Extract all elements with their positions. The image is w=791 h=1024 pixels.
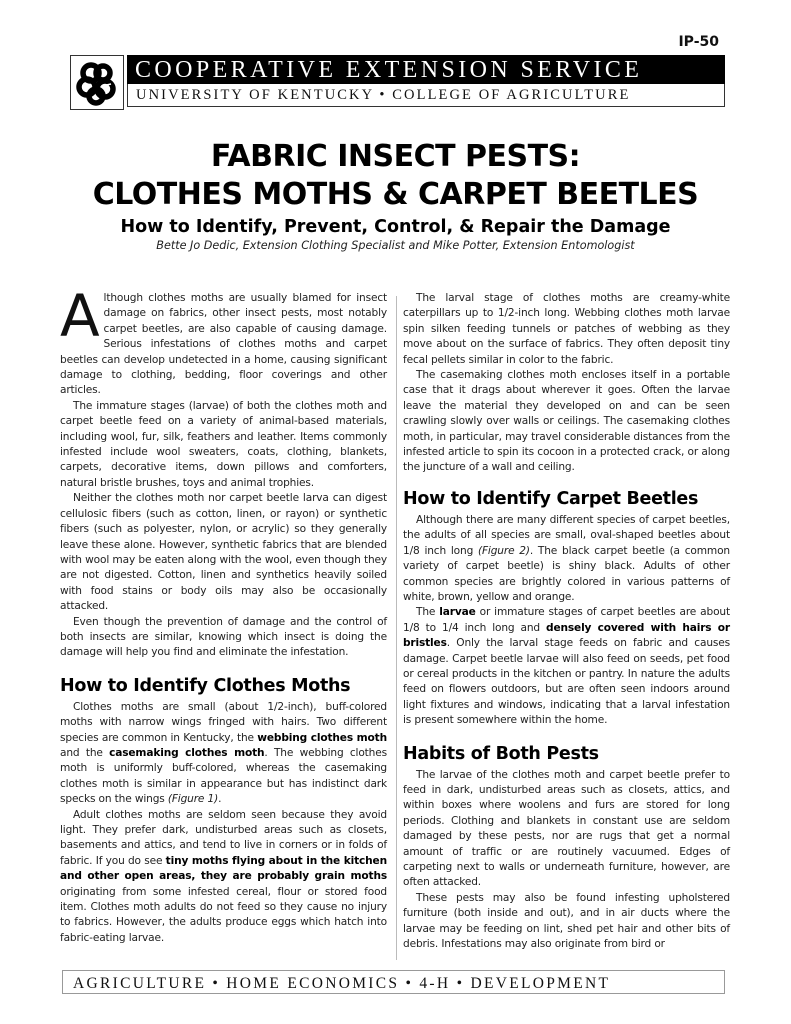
- section-heading-clothes-moths: How to Identify Clothes Moths: [60, 675, 351, 696]
- title-line-1: FABRIC INSECT PESTS:: [210, 139, 581, 174]
- moths-paragraph-1: Clothes moths are small (about 1/2-inch), buff-colored moths with narrow wings fringed with hairs. Two different species are common in Kentucky, the webbing clothes moth and the casemaking clothes moth. The webbing clothes moth is uniformly buff-colored, whereas the casemaking clothes moth is similar in appearance but has indistinct dark specks on the wings (Figure 1).: [60, 700, 387, 806]
- masthead: [70, 55, 725, 110]
- title-block: [0, 138, 791, 254]
- intro-paragraph-3: Neither the clothes moth nor carpet beetle larva can digest cellulosic fibers (such as cotton, linen, or rayon) or synthetic fibers (such as polyester, nylon, or acrylic) so they generally leave these alone. However, synthetic fabrics that are blended with wool may be eaten along with the wool, even though they are not digested. Cotton, linen and synthetics heavily soiled with food stains or body oils may also be occasionally attacked.: [60, 492, 387, 613]
- habits-paragraph-1: The larvae of the clothes moth and carpet beetle prefer to feed in dark, undisturbed areas such as closets, attics, and within boxes where woolens and furs are stored for long periods. Clothing and blankets in constant use are seldom damaged by these pests, nor are rugs that get a normal amount of traffic or are routinely vacuumed. Edges of carpeting next to walls or underneath furniture, however, are often attacked.: [403, 768, 730, 889]
- beetles-paragraph-1: Although there are many different species of carpet beetles, the adults of all species are small, oval-shaped beetles about 1/8 inch long (Figure 2). The black carpet beetle (a common variety of carpet beetle) is shiny black. Adults of other common species are brightly colored in various patterns of white, brown, yellow and orange.: [403, 513, 730, 603]
- column-divider: [396, 296, 397, 960]
- moths-paragraph-3: The larval stage of clothes moths are creamy-white caterpillars up to 1/2-inch long. Webbing clothes moth larvae spin silken feeding tunnels or patches of webbing as they move about on the surface of fabrics. They often deposit tiny fecal pellets similar in color to the fabric.: [403, 292, 730, 366]
- title-line-2: CLOTHES MOTHS & CARPET BEETLES: [92, 177, 699, 212]
- subtitle: How to Identify, Prevent, Control, & Repair the Damage: [120, 217, 671, 237]
- moths-paragraph-2: Adult clothes moths are seldom seen because they avoid light. They prefer dark, undisturbed areas such as closets, basements and attics, and tend to live in corners or in folds of fabric. If you do see tiny moths flying about in the kitchen and other open areas, they are probably grain moths originating from some infested cereal, flour or stored food item. Clothes moth adults do not feed so they cause no injury to fabrics. However, the adults produce eggs which hatch into fabric-eating larvae.: [60, 808, 387, 944]
- organization-name: COOPERATIVE EXTENSION SERVICE: [127, 55, 725, 84]
- intro-paragraph-2: The immature stages (larvae) of both the clothes moth and carpet beetle feed on a variety of animal-based materials, including wool, fur, silk, feathers and leather. Items commonly infested include wool sweaters, coats, clothing, blankets, carpets, decorative items, down pillows and comforters, natural bristle brushes, toys and animal trophies.: [60, 399, 387, 489]
- intro-paragraph-4: Even though the prevention of damage and the control of both insects are similar, knowing which insect is doing the damage will help you find and eliminate the infestation.: [60, 615, 387, 659]
- section-heading-carpet-beetles: How to Identify Carpet Beetles: [403, 488, 699, 509]
- university-name: UNIVERSITY OF KENTUCKY • COLLEGE OF AGRICULTURE: [127, 84, 725, 107]
- intro-paragraph-1: Although clothes moths are usually blamed for insect damage on fabrics, other insect pests, most notably carpet beetles, are also capable of causing damage. Serious infestations of clothes moths and carpet beetles can develop undetected in a home, causing significant damage to clothing, bedding, floor coverings and other articles.: [60, 282, 387, 397]
- drop-cap: A: [60, 282, 100, 350]
- cooperative-extension-logo-icon: [70, 55, 124, 110]
- footer-banner: AGRICULTURE • HOME ECONOMICS • 4-H • DEVELOPMENT: [62, 970, 725, 994]
- beetles-paragraph-2: The larvae or immature stages of carpet beetles are about 1/8 to 1/4 inch long and densely covered with hairs or bristles. Only the larval stage feeds on fabric and causes damage. Carpet beetle larvae will also feed on seeds, pet food or cereal products in the kitchen or pantry. In nature the adults feed on flowers outdoors, but are often seen indoors around light fixtures and windows, indicating that a larval infestation is present somewhere within the home.: [403, 606, 730, 727]
- habits-paragraph-2: These pests may also be found infesting upholstered furniture (both inside and out), and in air ducts where the larvae may be feeding on lint, shed pet hair and other bits of debris. Infestations may also originate from bird or: [403, 891, 730, 951]
- document-id: IP-50: [678, 34, 719, 50]
- section-heading-habits: Habits of Both Pests: [403, 743, 599, 764]
- left-column: [60, 282, 387, 946]
- right-column: [403, 291, 730, 952]
- authors: Bette Jo Dedic, Extension Clothing Specialist and Mike Potter, Extension Entomologist: [156, 239, 635, 252]
- moths-paragraph-4: The casemaking clothes moth encloses itself in a portable case that it drags about wherever it goes. Often the larvae leave the material they developed on and can be seen crawling slowly over walls or ceilings. The casemaking clothes moth, in particular, may travel considerable distances from the infested article to spin its cocoon in a protected crack, or along the juncture of a wall and ceiling.: [403, 369, 730, 474]
